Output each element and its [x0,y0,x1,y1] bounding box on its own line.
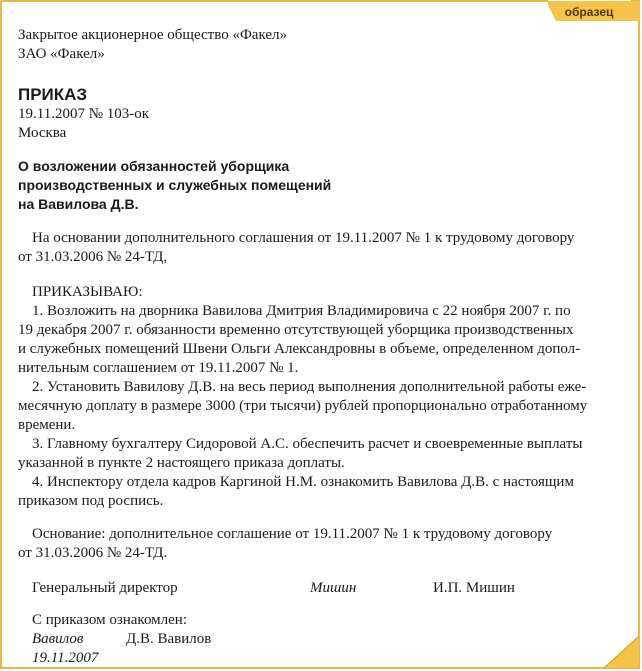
item-3-line: указанной в пункте 2 настоящего приказа доплаты. [18,455,345,471]
subject-line: производственных и служебных помещений [18,177,332,193]
basis-footer-line: Основание: дополнительное соглашение от 19.11.2007 № 1 к трудовому договору [32,526,553,542]
acquainted-label: С приказом ознакомлен: [32,612,188,628]
subject-line: на Вавилова Д.В. [18,196,139,212]
order-title: ПРИКАЗ [18,85,88,104]
prikazyvayu-heading: ПРИКАЗЫВАЮ: [32,284,143,300]
subject-line: О возложении обязанностей уборщика [18,158,290,174]
acquainted-date: 19.11.2007 [32,650,99,666]
signer-signature: Мишин [310,580,357,596]
company-full-name: Закрытое акционерное общество «Факел» [18,27,288,43]
item-2-line: месячную доплату в размере 3000 (три тысячи) рублей пропорционально отработанному [18,398,588,414]
signer-name: И.П. Мишин [433,580,515,596]
item-3-line: 3. Главному бухгалтеру Сидоровой А.С. обеспечить расчет и своевременные выплаты [32,436,583,452]
acquainted-signature: Вавилов [32,631,84,647]
item-1-line: и служебных помещений Швени Ольги Александровны в объеме, определенном допол- [18,341,581,357]
item-2-line: 2. Установить Вавилову Д.В. на весь период выполнения дополнительной работы еже- [32,379,587,395]
basis-footer-line: от 31.03.2006 № 24-ТД. [18,545,168,561]
order-number-date: 19.11.2007 № 103-ок [18,106,150,122]
acquainted-name: Д.В. Вавилов [126,631,212,647]
signer-position: Генеральный директор [32,580,178,596]
item-1-line: нительным соглашением от 19.11.2007 № 1. [18,360,299,376]
item-4-line: 4. Инспектору отдела кадров Каргиной Н.М. ознакомить Вавилова Д.В. с настоящим [32,474,574,490]
item-1-line: 1. Возложить на дворника Вавилова Дмитрия Владимировича с 22 ноября 2007 г. по [32,303,571,319]
item-4-line: приказом под роспись. [18,493,164,509]
company-short-name: ЗАО «Факел» [18,46,105,62]
stamp-label: образец [564,5,614,19]
basis-intro-line: от 31.03.2006 № 24-ТД, [18,249,168,265]
basis-intro-line: На основании дополнительного соглашения от 19.11.2007 № 1 к трудовому договору [32,230,575,246]
item-2-line: времени. [18,417,76,433]
item-1-line: 19 декабря 2007 г. обязанности временно отсутствующей уборщика производственных [18,322,574,338]
order-city: Москва [18,125,67,141]
